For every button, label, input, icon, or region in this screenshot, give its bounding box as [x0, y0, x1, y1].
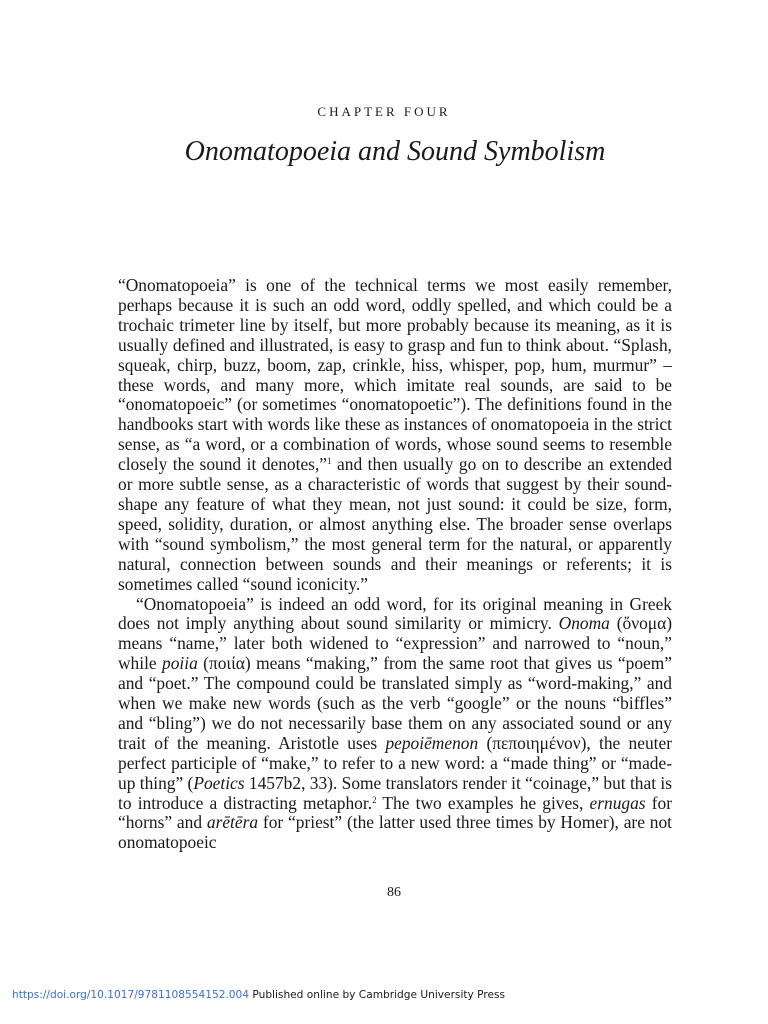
footnote-ref: 1: [327, 456, 332, 467]
chapter-title: Onomatopoeia and Sound Symbolism: [184, 136, 606, 167]
text-run: “Onomatopoeia” is indeed an odd word, for its original meaning in Greek does not imply anything about sound similarity or mimicry.: [118, 593, 672, 634]
italic-term: Onoma: [558, 613, 610, 634]
text-run: 1457b2, 33). Some translators render it “coinage,” but that is to introduce a distracting metaphor.: [118, 772, 672, 813]
italic-term: ernugas: [589, 792, 646, 813]
page-number: 86: [387, 885, 401, 900]
published-note: Published online by Cambridge University Press: [249, 989, 506, 1001]
text-run: (ὄνομα) means “name,” later both widened to “expression” and narrowed to “noun,” while: [118, 613, 672, 674]
text-run: (πεποιημένον), the neuter perfect participle of “make,” to refer to a new word: a “made thing” or “made-up thing” (: [118, 732, 672, 793]
text-run: for “horns” and: [118, 792, 673, 833]
text-run: for “priest” (the latter used three times by Homer), are not onomatopoeic: [118, 812, 672, 853]
paragraph: [118, 276, 672, 595]
italic-term: poiia: [162, 653, 198, 674]
italic-term: Poetics: [193, 772, 245, 793]
body-text: [118, 276, 672, 853]
text-run: (ποιία) means “making,” from the same root that gives us “poem” and “poet.” The compound could be translated simply as “word-making,” and when we make new words (such as the verb “google” or the nouns “biffles” and “bling”) we do not necessarily base them on any associated sound or any trait of the meaning. Aristotle uses: [118, 653, 673, 753]
text-run: “Onomatopoeia” is one of the technical terms we most easily remember, perhaps because it is such an odd word, oddly spelled, and which could be a trochaic trimeter line by itself, but more probably because its meaning, as it is usually defined and illustrated, is easy to grasp and fun to think about. “Splash, squeak, chirp, buzz, boom, zap, crinkle, hiss, whisper, pop, hum, murmur” – these words, and many more, which imitate real sounds, are said to be “onomatopoeic” (or sometimes “onomatopoetic”). The definitions found in the handbooks start with words like these as instances of onomatopoeia in the strict sense, as “a word, or a combination of words, whose sound seems to resemble closely the sound it denotes,”: [118, 275, 672, 475]
doi-link[interactable]: https://doi.org/10.1017/9781108554152.004: [12, 989, 250, 1001]
footer: [12, 989, 505, 1001]
footnote-ref: 2: [372, 794, 377, 805]
chapter-label: CHAPTER FOUR: [317, 104, 451, 119]
italic-term: pepoiēmenon: [385, 732, 479, 753]
text-run: and then usually go on to describe an extended or more subtle sense, as a characteristic of words that suggest by their sound-shape any feature of what they mean, not just sound: it could be size, form, speed, solidity, duration, or almost anything else. The broader sense overlaps with “sound symbolism,” the most general term for the natural, or apparently natural, connection between sounds and their meanings or referents; it is sometimes called “sound iconicity.”: [118, 454, 672, 594]
italic-term: arētēra: [206, 812, 259, 833]
paragraph: [118, 595, 672, 854]
text-run: The two examples he gives,: [376, 792, 590, 813]
